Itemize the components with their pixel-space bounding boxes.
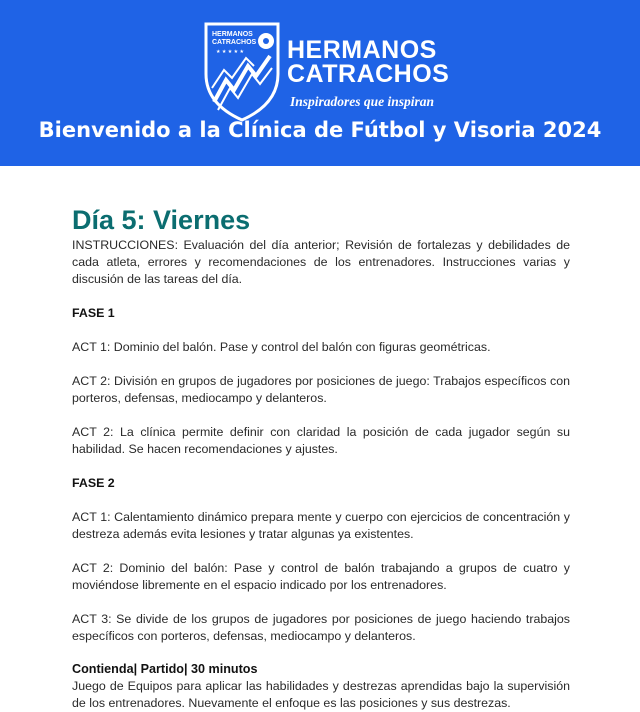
phase-2-activity-2: ACT 2: Dominio del balón: Pase y control de balón trabajando a grupos de cuatro y moviéndose libremente en el espacio indicado por los entrenadores. xyxy=(72,561,570,592)
header-banner xyxy=(0,0,640,166)
phase-1-activity-2: ACT 2: División en grupos de jugadores por posiciones de juego: Trabajos específicos con porteros, defensas, mediocampo y delanteros. xyxy=(72,374,570,405)
phase-2-heading: FASE 2 xyxy=(72,476,115,490)
svg-text:★ ★ ★ ★ ★: ★ ★ ★ ★ ★ xyxy=(216,49,244,55)
brand-name xyxy=(287,38,449,86)
brand-line-1: HERMANOS xyxy=(287,36,437,64)
hermanos-catrachos-shield-logo xyxy=(204,22,280,122)
logo-text-1: HERMANOS xyxy=(212,31,253,38)
logo-text-2: CATRACHOS xyxy=(212,39,257,46)
brand-line-2: CATRACHOS xyxy=(287,60,450,88)
match-paragraph: Juego de Equipos para aplicar las habilidades y destrezas aprendidas bajo la supervisión de los entrenadores. Nuevamente el enfoque es las posiciones y sus destrezas. xyxy=(72,679,570,710)
phase-1-activity-1: ACT 1: Dominio del balón. Pase y control del balón con figuras geométricas. xyxy=(72,340,491,354)
phase-2-activity-1: ACT 1: Calentamiento dinámico prepara mente y cuerpo con ejercicios de concentración y destreza además evita lesiones y tratar algunas ya existentes. xyxy=(72,510,570,541)
instructions-paragraph: INSTRUCCIONES: Evaluación del día anterior; Revisión de fortalezas y debilidades de cada atleta, errores y recomendaciones de los entrenadores. Instrucciones varias y discusión de las tareas del día. xyxy=(72,238,570,286)
page-title: Bienvenido a la Clínica de Fútbol y Visoria 2024 xyxy=(38,118,602,142)
match-heading: Contienda| Partido| 30 minutos xyxy=(72,662,258,676)
phase-1-heading: FASE 1 xyxy=(72,306,115,320)
day-title: Día 5: Viernes xyxy=(72,205,251,235)
phase-2-activity-3: ACT 3: Se divide de los grupos de jugadores por posiciones de juego haciendo trabajos específicos con porteros, defensas, mediocampo y delanteros. xyxy=(72,612,570,643)
tagline: Inspiradores que inspiran xyxy=(290,94,435,109)
phase-1-activity-3: ACT 2: La clínica permite definir con claridad la posición de cada jugador según su habilidad. Se hacen recomendaciones y ajustes. xyxy=(72,425,570,456)
document-body xyxy=(72,204,570,712)
